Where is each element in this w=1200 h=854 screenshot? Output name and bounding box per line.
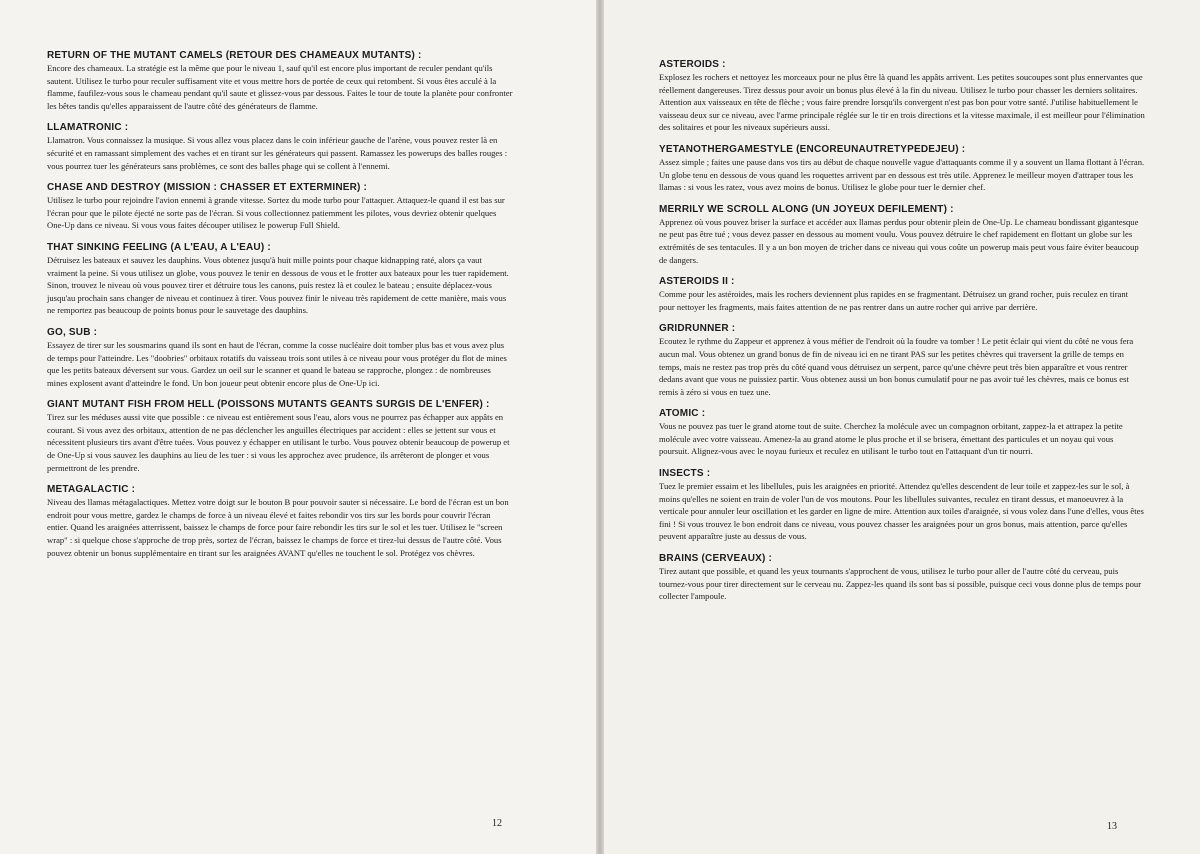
section-return-of-the-mutant-camels [47, 49, 513, 112]
section-body: Assez simple ; faites une pause dans vos tirs au début de chaque nouvelle vague d'attaquants comme il y a souvent un llama flottant à l'écran. Un globe tenu en dessous de vous quand les roquettes arrivent par en dessous est très utile. Apprenez le meilleur moyen d'attraper tous les llamas : si vous les ratez, vous avez moins de bonus. Utilisez le globe pour tuer le dernier chef. [659, 156, 1145, 193]
left-column [47, 49, 513, 568]
section-heading: GO, SUB : [47, 326, 98, 338]
section-body: Vous ne pouvez pas tuer le grand atome tout de suite. Cherchez la molécule avec un compagnon orbitant, zappez-la et attrapez la petite molécule avec votre vaisseau. Amenez-la au grand atome le plus proche et il se brisera, émettant des particules et un noyau qui vous poursuit. Alignez-vous avec le noyau furieux et reculez en utilisant le turbo tout en l'attaquant d'un tir nourri. [659, 421, 1123, 457]
section-llamatronic [47, 121, 513, 172]
section-heading: METAGALACTIC : [47, 484, 136, 496]
section-go-sub [47, 326, 513, 389]
section-heading: ASTEROIDS : [659, 59, 726, 70]
section-heading: GIANT MUTANT FISH FROM HELL (POISSONS MUTANTS GEANTS SURGIS DE L'ENFER) : [47, 399, 490, 411]
section-heading: MERRILY WE SCROLL ALONG (UN JOYEUX DEFILEMENT) : [659, 203, 954, 215]
section-chase-and-destroy [47, 181, 513, 232]
page-number: 13 [1107, 821, 1117, 832]
section-body: Encore des chameaux. La stratégie est la même que pour le niveau 1, sauf qu'il est encore plus important de reculer pendant qu'ils sautent. Utilisez le turbo pour reculer suffisament vite et vous mettre hors de portée de ceux qui retombent. Si vous êtes acculé à la flamme, faufilez-vous sous le chameau pendant qu'il saute et glissez-vous par dessous. Faites le tour de toute la planète pour confronter les bêtes tandis qu'elles apparaissent de l'autre côté des générateurs de flamme. [47, 63, 513, 111]
section-heading: INSECTS : [659, 468, 711, 480]
section-that-sinking-feeling [47, 241, 513, 317]
section-giant-mutant-fish [47, 398, 513, 474]
right-column [659, 58, 1145, 612]
section-merrily-we-scroll-along [659, 203, 1145, 266]
section-atomic [659, 407, 1145, 458]
section-body: Apprenez où vous pouvez briser la surface et accéder aux llamas perdus pour obtenir plein de One-Up. Le chameau bondissant gigantesque ne peut pas être tué ; vous devez passer en dessous au moment voulu. Vous pouvez détruire le chef rapidement en flottant un globe sur les extrémités de ses tentacules. Il y a un bon moyen de tricher dans ce niveau qui vous coûte un powerup mais peut vous faire éviter beaucoup de dangers. [659, 216, 1139, 265]
section-metagalactic [47, 483, 513, 559]
section-body: Détruisez les bateaux et sauvez les dauphins. Vous obtenez jusqu'à huit mille points pour chaque kidnapping raté, alors ça vaut vraiment la peine. Si vous utilisez un globe, vous pouvez le tenir en dessous de vous et le frotter aux bateaux pour les tuer rapidement. Sinon, trouvez le niveau où vous pouvez tirer et détruire tous les canons, puis restez là et coulez le bateau ; ensuite déplacez-vous jusqu'au prochain sans changer de niveau et continuez à tirer. Vous pouvez finir le niveau très rapidement de cette manière, mais vous ne remportez pas beaucoup de points bonus pour le sauvetage des dauphins. [47, 254, 509, 316]
section-body: Tirez sur les méduses aussi vite que possible : ce niveau est entièrement sous l'eau, alors vous ne pourrez pas échapper aux appâts en courant. Si vous avez des orbitaux, attention de ne pas déclencher les anguilles électriques par accident : elles se jettent sur vous et nécessitent plusieurs tirs avant d'être tuées. Vous pouvez y échapper en utilisant le turbo. Vous pouvez obtenir beaucoup de powerup et de One-Up si vous sauvez les dauphins au lieu de les tuer : si vous les approchez avec prudence, ils arrêteront de plonger et vous permettront de les prendre. [47, 412, 510, 473]
section-body: Llamatron. Vous connaissez la musique. Si vous allez vous placez dans le coin inférieur gauche de l'arène, vous pouvez rester là en sécurité et en ramassant simplement des vaches et en tirant sur les générateurs qui passent. Ramassez les powerups des balles rouges : vous pourrez tuer les générateurs sans problèmes, ce sont des balles phage qui se collent à l'ennemi. [47, 135, 508, 171]
page-number: 12 [492, 818, 502, 829]
section-body: Ecoutez le rythme du Zappeur et apprenez à vous méfier de l'endroit où la foudre va tomber ! Le petit éclair qui vient du côté ne vous fera aucun mal. Vous obtenez un grand bonus de fin de niveau ici en ne tirant PAS sur les petites chèvres qui traversent la grille de temps en temps, mais ne restez pas trop près du côté quand vous détruisez un serpent, parce qu'une chèvre peut très bien apparaître et vous rentrer dedans avant que vous ne puissiez partir. Vous obtenez aussi un bon bonus cumulatif pour ne pas avoir tué les chèvres, mais ce bonus est remis à zéro si vous en tuez une. [659, 336, 1134, 397]
section-heading: LLAMATRONIC : [47, 122, 129, 134]
section-heading: ASTEROIDS II : [659, 276, 735, 288]
section-asteroids [659, 58, 1145, 134]
section-heading: YETANOTHERGAMESTYLE (ENCOREUNAUTRETYPEDEJEU) : [659, 143, 966, 155]
section-asteroids-ii [659, 275, 1145, 313]
section-body: Utilisez le turbo pour rejoindre l'avion ennemi à grande vitesse. Sortez du mode turbo pour l'attaquer. Attaquez-le quand il est bas sur l'écran pour que le pilote éjecté ne sorte pas de l'écran. Si vous collectionnez patiemment les pilotes, vous devriez obtenir quelques One-Up dans ce niveau. Si vous vous faites découper utilisez le powerup Full Shield. [47, 195, 505, 231]
section-body: Comme pour les astéroides, mais les rochers deviennent plus rapides en se fragmentant. Détruisez un grand rocher, puis reculez en tirant pour nettoyer les fragments, mais faites attention de ne pas rentrer dans un autre rocher qui arrive par derrière. [659, 289, 1129, 312]
section-body: Explosez les rochers et nettoyez les morceaux pour ne plus être là quand les appâts arrivent. Les petites soucoupes sont plus ennervantes que réellement dangereuses. Tirez dessus pour avoir un bonus plus élevé à la fin du niveau. Utilisez le turbo pour chasser les derniers solitaires. Attention aux vaisseaux en tête de flèche ; vous faire prendre lorsqu'ils convergent n'est pas bon pour votre santé. J'utilise habituellement le vaisseau deux sur ce niveau, avec l'arme principale réglée sur le tir en trois directions et la vitesse maximale, il est meilleur pour l'élimination des solitaires et pour les niveaux supérieurs aussi. [659, 72, 1145, 133]
section-heading: THAT SINKING FEELING (A L'EAU, A L'EAU) : [47, 241, 271, 253]
right-page [604, 0, 1200, 854]
section-heading: GRIDRUNNER : [659, 323, 736, 335]
section-heading: BRAINS (CERVEAUX) : [659, 553, 773, 565]
section-yetanothergamestyle [659, 143, 1145, 194]
section-heading: RETURN OF THE MUTANT CAMELS (RETOUR DES CHAMEAUX MUTANTS) : [47, 50, 422, 61]
section-heading: ATOMIC : [659, 408, 706, 420]
section-body: Tuez le premier essaim et les libellules, puis les araignées en priorité. Attendez qu'elles descendent de leur toile et zappez-les sur le sol, à moins qu'elles ne soient en train de voler l'un de vos moutons. Pour les libellules suivantes, reculez en tirant dessus, et manoeuvrez à la verticale pour annuler leur oscillation et les garder en ligne de mire. Attention aux toiles d'araignée, si vous volez dans l'une d'elles, vous êtes fini ! Si vous trouvez le bon endroit dans ce niveau, vous pouvez chasser les araignées pour un gros bonus, mais attention, parce qu'elles peuvent apparaître juste au dessus de vous. [659, 481, 1144, 542]
section-body: Niveau des llamas métagalactiques. Mettez votre doigt sur le bouton B pour pouvoir sauter si nécessaire. Le bord de l'écran est un bon endroit pour vous mettre, gardez le champs de force à un niveau élevé et faites rebondir vos tirs sur les bords pour couvrir l'écran entier. Quand les araignées atterrissent, baissez le champs de force pour faire rebondir les tirs sur le sol et les tuer. Utilisez le "screen wrap" : si quelque chose s'approche de trop près, sortez de l'écran, baissez le champs de force et tirez-lui dessus de l'autre côté. Vous pouvez obtenir un bonus supplémentaire en tirant sur les araignées AVANT qu'elles ne touchent le sol. Protégez vos chèvres. [47, 497, 509, 558]
section-brains [659, 552, 1145, 603]
book-gutter [596, 0, 604, 854]
section-body: Tirez autant que possible, et quand les yeux tournants s'approchent de vous, utilisez le turbo pour aller de l'autre côté du cerveau, puis tournez-vous pour tirer directement sur le cerveau nu. Zappez-les quand ils sont bas si possible, puisque ceci vous donne plus de temps pour collecter l'ampoule. [659, 566, 1142, 602]
section-body: Essayez de tirer sur les sousmarins quand ils sont en haut de l'écran, comme la cosse nucléaire doit tomber plus bas et vous avez plus de temps pour l'atteindre. Les "doobries" orbitaux rotatifs du vaisseau trois sont utiles à ce niveau pour vous protéger du flot de mines que les petits bateaux déversent sur vous. Gardez un oeil sur le scanner et quand le bateau se rapproche, plongez : de nombreuses mines explosent avant d'atteindre le fond. Un bon joueur peut obtenir encore plus de One-Up ici. [47, 339, 507, 388]
section-insects [659, 467, 1145, 543]
section-gridrunner [659, 322, 1145, 398]
left-page [0, 0, 596, 854]
section-heading: CHASE AND DESTROY (MISSION : CHASSER ET EXTERMINER) : [47, 182, 368, 194]
